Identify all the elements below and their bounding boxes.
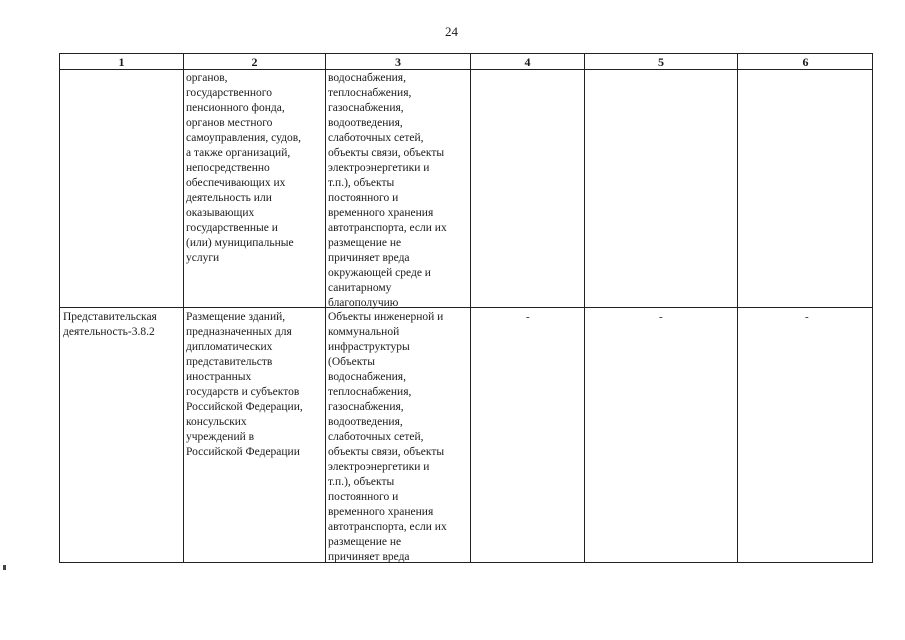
regulation-table [59, 53, 873, 563]
header-divider [60, 69, 872, 70]
row2-description: Размещение зданий, предназначенных для дипломатических представительств иностранных государств и субъектов Российской Федерации, консульских учреждений в Российской Федерации [186, 311, 303, 458]
column-divider [325, 54, 326, 562]
column-header-1: 1 [118, 55, 125, 69]
column-header-2: 2 [251, 55, 258, 69]
row2-use-type: Представительская деятельность-3.8.2 [63, 311, 157, 338]
row1-description: органов, государственного пенсионного фонда, органов местного самоуправления, судов, а также организаций, непосредственно обеспечивающих их деятельность или оказывающих государственные и (или) муниципальные услуги [186, 72, 302, 264]
column-divider [183, 54, 184, 562]
row2-permitted-objects: Объекты инженерной и коммунальной инфраструктуры (Объекты водоснабжения, теплоснабжения, газоснабжения, водоотведения, слаботочных сетей, объекты связи, объекты электроэнергетики и т.п.), объекты постоянного и временного хранения автотранспорта, если их размещение не причиняет вреда [328, 311, 447, 563]
scan-edge-mark [3, 565, 6, 570]
column-header-4: 4 [524, 55, 531, 69]
column-divider [584, 54, 585, 562]
column-header-3: 3 [395, 55, 401, 69]
row2-col5-value: - [659, 311, 663, 323]
column-divider [737, 54, 738, 562]
page-number: 24 [445, 24, 458, 39]
row2-col4-value: - [526, 311, 530, 323]
column-header-5: 5 [658, 55, 664, 69]
column-header-6: 6 [802, 55, 809, 69]
column-divider [470, 54, 471, 562]
row2-col6-value: - [805, 311, 809, 323]
row1-permitted-objects: водоснабжения, теплоснабжения, газоснабжения, водоотведения, слаботочных сетей, объекты связи, объекты электроэнергетики и т.п.), объекты постоянного и временного хранения автотранспорта, если их размещение не причиняет вреда окружающей среде и санитарному благополучию [328, 72, 447, 309]
